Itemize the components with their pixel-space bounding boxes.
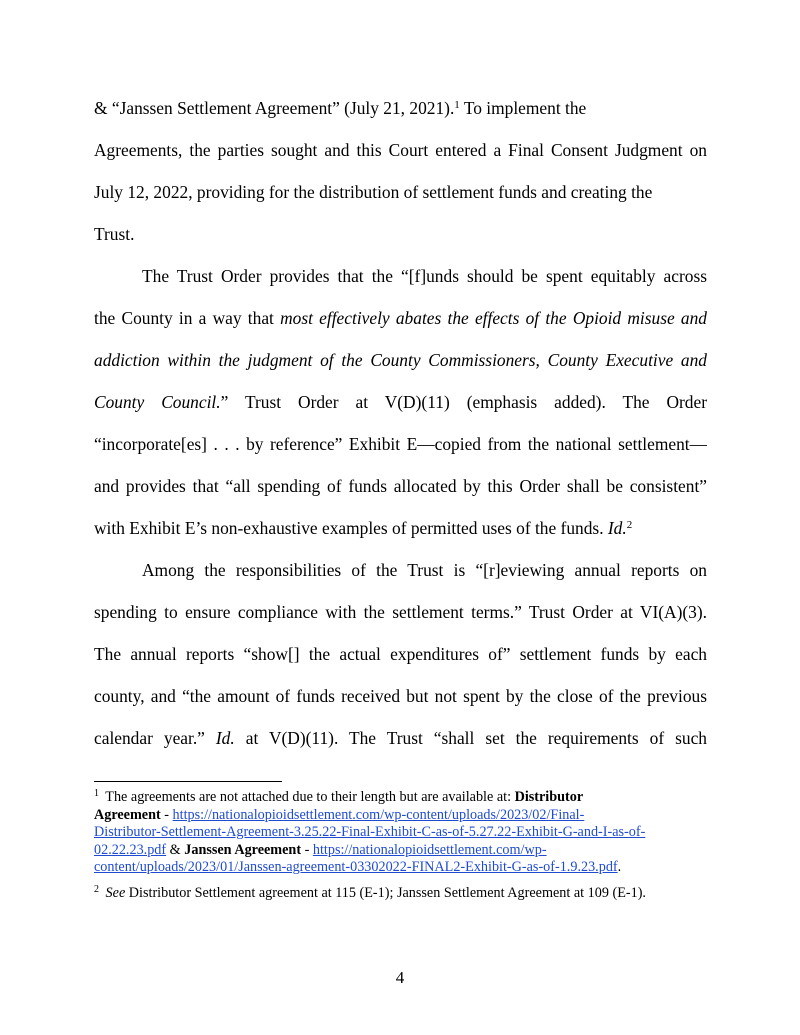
footnote-ref-1[interactable]: 1: [454, 99, 460, 111]
emphasis-text: most effectively abates the effects of the Opioid misuse and: [280, 308, 707, 328]
footnotes: [94, 789, 707, 903]
footnote-ref-2[interactable]: 2: [626, 519, 633, 531]
footnote-2: $^2$ See Distributor Settlement agreement at 115 (E-1); Janssen Settlement Agreement at 109 (E-1).: [94, 883, 646, 901]
footnote-1-mark: 1: [94, 788, 99, 799]
p3-line-5: calendar year.” Id. at V(D)(11). The Trust “shall set the requirements of such: [94, 728, 707, 748]
body-text: [94, 87, 707, 759]
page-number: 4: [395, 968, 405, 987]
footnote-1: $^1$ The agreements are not attached due to their length but are available at: Distributor Agreement - https://nationalopioidsettlement.com/wp-content/uploads/2023/02/Final- Distributor-Settlement-Agreement-3.25.22-Final-Exhibit-C-as-of-5.27.22-Exhibit-G-and-I-as-of- 02.22.23.pdf & Janssen Agreement - https://nationalopioidsettlement.com/wp- content/uploads/2023/01/Janssen-agreement-03302022-FINAL2-Exhibit-G-as-of-1.9.23.pdf.: [94, 788, 646, 876]
p1-line-2: Agreements, the parties sought and this Court entered a Final Consent Judgment on: [94, 140, 707, 160]
footnote-2-mark: 2: [94, 883, 99, 895]
p2-line-3: addiction within the judgment of the County Commissioners, County Executive and: [94, 350, 707, 370]
p1-line-1: & “Janssen Settlement Agreement” (July 21, 2021).$^1$ To implement the: [94, 98, 587, 118]
distributor-agreement-link[interactable]: https://nationalopioidsettlement.com/wp-content/uploads/2023/02/Final-: [172, 806, 585, 823]
p2-line-5: “incorporate[es] . . . by reference” Exhibit E—copied from the national settlement—: [94, 434, 707, 454]
p2-line-2: the County in a way that most effectively abates the effects of the Opioid misuse and: [94, 308, 707, 328]
p3-line-1: Among the responsibilities of the Trust is “[r]eviewing annual reports on: [142, 560, 707, 580]
p3-line-3: The annual reports “show[] the actual expenditures of” settlement funds by each: [94, 644, 707, 664]
p2-line-4: County Council.” Trust Order at V(D)(11) (emphasis added). The Order: [94, 392, 707, 412]
footnote-separator: [94, 781, 282, 782]
p1-line-3: July 12, 2022, providing for the distribution of settlement funds and creating the: [94, 182, 653, 202]
p2-line-6: and provides that “all spending of funds allocated by this Order shall be consistent”: [94, 476, 707, 496]
janssen-agreement-link[interactable]: https://nationalopioidsettlement.com/wp-: [312, 841, 547, 858]
p2-line-1: The Trust Order provides that the “[f]unds should be spent equitably across: [142, 266, 707, 286]
distributor-agreement-link-end[interactable]: 02.22.23.pdf: [94, 841, 167, 858]
janssen-agreement-link-cont[interactable]: content/uploads/2023/01/Janssen-agreement-03302022-FINAL2-Exhibit-G-as-of-1.9.23.pdf: [94, 859, 618, 876]
p1-line-4: Trust.: [94, 224, 135, 244]
p2-line-7: with Exhibit E’s non-exhaustive examples of permitted uses of the funds. Id.$^2$: [94, 518, 633, 538]
p3-line-4: county, and “the amount of funds received but not spent by the close of the previous: [94, 686, 707, 706]
distributor-agreement-link-cont[interactable]: Distributor-Settlement-Agreement-3.25.22-Final-Exhibit-C-as-of-5.27.22-Exhibit-G-and-I-as-of-: [94, 824, 646, 841]
p3-line-2: spending to ensure compliance with the settlement terms.” Trust Order at VI(A)(3).: [94, 602, 707, 622]
